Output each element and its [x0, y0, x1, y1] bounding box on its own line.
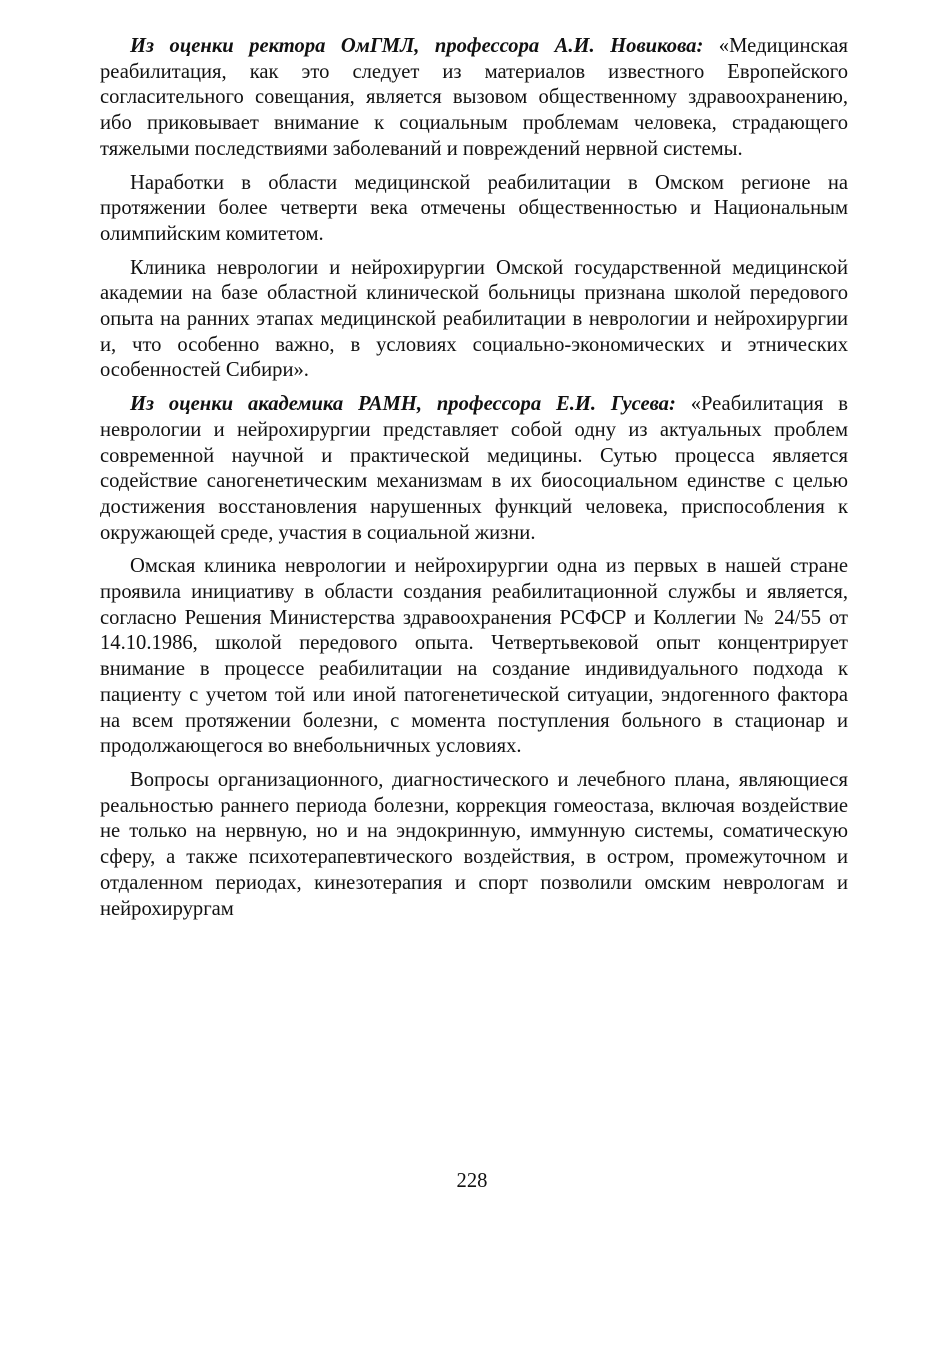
- paragraph-text: Омская клиника неврологии и нейрохирургии одна из первых в нашей стране проявила инициативу в области создания реабилитационной службы и является, согласно Решения Министерства здравоохранения РСФСР и Коллегии № 24/55 от 14.10.1986, школой передового опыта. Четвертьвековой опыт концентрирует внимание в процессе реабилитации на создание индивидуального подхода к пациенту с учетом той или иной патогенетической ситуации, эндогенного фактора на всем протяжении болезни, с момента поступления больного в стационар и продолжающегося во внебольничных условиях.: [100, 555, 848, 758]
- paragraph-text: Вопросы организационного, диагностического и лечебного плана, являющиеся реальностью раннего периода болезни, коррекция гомеостаза, включая воздействие не только на нервную, но и на эндокринную, иммунную системы, соматическую сферу, а также психотерапевтического воздействия, в остром, промежуточном и отдаленном периодах, кинезотерапия и спорт позволили омским неврологам и нейрохирургам: [100, 768, 848, 920]
- paragraph-omsk-clinic: [100, 554, 848, 760]
- body-text: [100, 34, 848, 930]
- paragraph-clinic-school: [100, 256, 848, 385]
- page-number: 228: [456, 1170, 488, 1192]
- paragraph-text: Клиника неврологии и нейрохирургии Омской государственной медицинской академии на базе областной клинической больницы признана школой передового опыта на ранних этапах медицинской реабилитации в неврологии и нейрохирургии и, что особенно важно, в условиях социально-экономических и этнических особенностей Сибири».: [100, 256, 848, 382]
- paragraph-gusev-quote: [100, 392, 848, 546]
- paragraph-text: «Реабилитация в неврологии и нейрохирургии представляет собой одну из актуальных проблем современной научной и практической медицины. Сутью процесса является содействие саногенетическим механизмам в их биосоциальном единстве с целью достижения восстановления нарушенных функций человека, приспособления к окружающей среде, участия в социальной жизни.: [100, 393, 848, 544]
- quote-attribution-novikov: Из оценки ректора ОмГМЛ, профессора А.И. Новикова:: [130, 35, 704, 57]
- paragraph-text: «Медицинская реабилитация, как это следует из материалов известного Европейского согласительного совещания, является вызовом общественному здравоохранению, ибо приковывает внимание к социальным проблемам человека, страдающего тяжелыми последствиями заболеваний и повреждений нервной системы.: [100, 35, 848, 160]
- paragraph-questions: [100, 768, 848, 922]
- paragraph-text: Наработки в области медицинской реабилитации в Омском регионе на протяжении более четверти века отмечены общественностью и Национальным олимпийским комитетом.: [100, 171, 848, 245]
- paragraph-omsk-region: [100, 171, 848, 248]
- paragraph-novikov-quote: [100, 34, 848, 163]
- quote-attribution-gusev: Из оценки академика РАМН, профессора Е.И. Гусева:: [130, 393, 676, 416]
